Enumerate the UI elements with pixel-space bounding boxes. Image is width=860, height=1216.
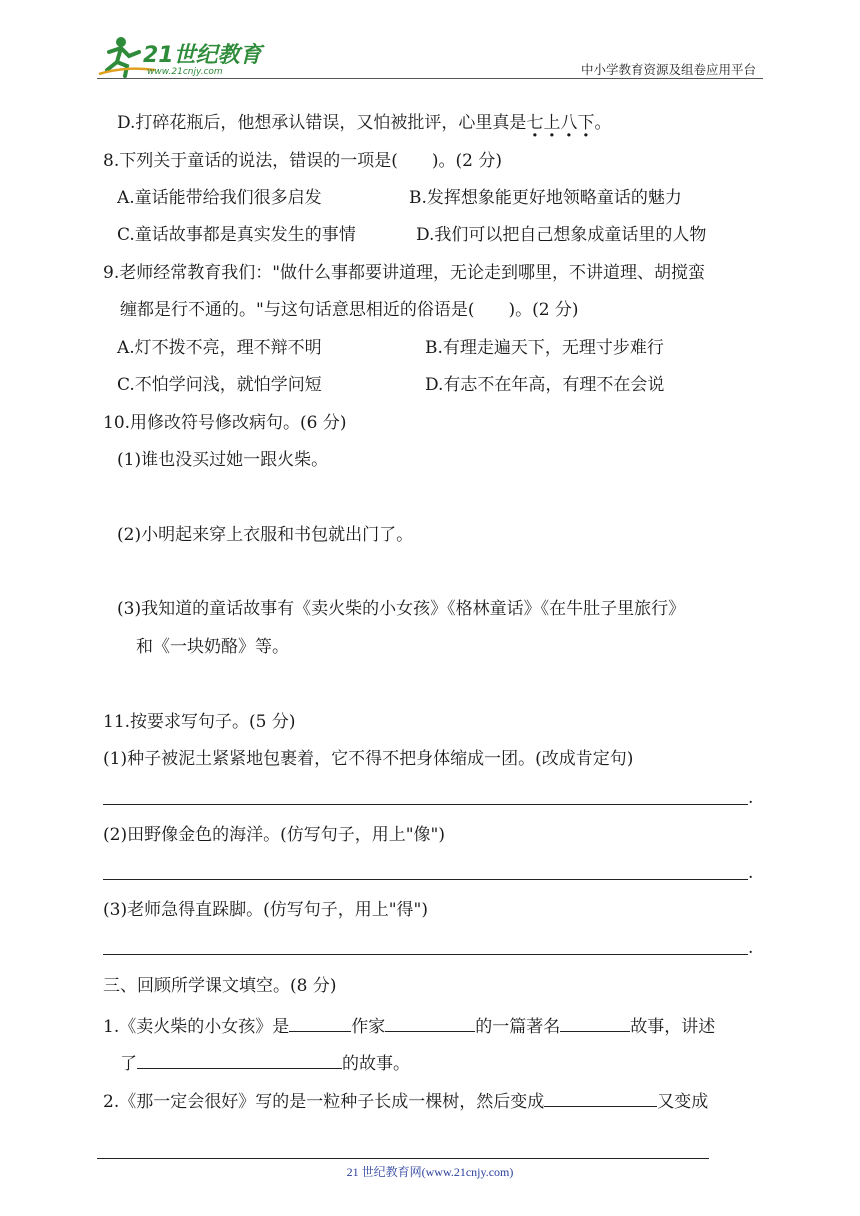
site-logo [95,30,265,82]
q10-sentence-3-line1: (3)我知道的童话故事有《卖火柴的小女孩》《格林童话》《在牛肚子里旅行》 [117,599,686,619]
fill-blank[interactable] [385,1013,475,1032]
fill-in-2-line1 [103,1088,708,1113]
section-3-heading: 三、回顾所学课文填空。(8 分) [103,976,337,996]
fill-blank[interactable] [560,1013,630,1032]
dotted-char: 七 [526,113,544,133]
fill-text: 了 [120,1054,137,1074]
q7-option-d [117,112,611,134]
q10-sentence-1: (1)谁也没买过她一跟火柴。 [117,450,329,470]
svg-text:21世纪教育: 21世纪教育 [143,43,262,68]
fill-text: 2.《那一定会很好》写的是一粒种子长成一棵树，然后变成 [103,1092,545,1112]
answer-line [103,954,748,955]
q9-option-b: B.有理走遍天下，无理寸步难行 [425,338,664,358]
runner-logo-icon [95,30,265,82]
fill-text: 故事，讲述 [630,1017,716,1037]
q7d-end: 。 [594,113,612,133]
fill-blank[interactable] [137,1050,342,1069]
dotted-char: 上 [543,113,561,133]
footer-source: 21 世纪教育网(www.21cnjy.com) [346,1165,514,1179]
svg-text:www.21cnjy.com: www.21cnjy.com [147,67,223,77]
q9-option-d: D.有志不在年高，有理不在会说 [425,375,665,395]
q11-stem: 11.按要求写句子。(5 分) [103,712,296,732]
q11-item-2: (2)田野像金色的海洋。(仿写句子，用上"像") [103,825,445,845]
answer-line [103,804,748,805]
q11-item-1: (1)种子被泥土紧紧地包裹着，它不得不把身体缩成一团。(改成肯定句) [103,749,634,769]
line-end-period: . [748,788,754,808]
fill-text: 的故事。 [342,1054,410,1074]
fill-in-1-line1 [103,1013,715,1038]
q8-option-a: A.童话能带给我们很多启发 [117,188,322,208]
line-end-period: . [748,863,754,883]
q9-stem-line1: 9.老师经常教育我们："做什么事都要讲道理，无论走到哪里，不讲道理、胡搅蛮 [103,263,706,283]
fill-text: 的一篇著名 [475,1017,561,1037]
q8-option-d: D.我们可以把自己想象成童话里的人物 [416,225,707,245]
q8-option-c: C.童话故事都是真实发生的事情 [117,225,356,245]
fill-text: 作家 [351,1017,386,1037]
line-end-period: . [748,938,754,958]
fill-text: 又变成 [657,1092,709,1112]
fill-blank[interactable] [289,1013,351,1032]
q10-sentence-2: (2)小明起来穿上衣服和书包就出门了。 [117,525,414,545]
q10-sentence-3-line2: 和《一块奶酪》等。 [136,637,289,657]
q8-option-b: B.发挥想象能更好地领略童话的魅力 [409,188,682,208]
q7d-text: D.打碎花瓶后，他想承认错误，又怕被批评，心里真是 [117,113,527,133]
fill-blank[interactable] [544,1088,657,1107]
q9-option-c: C.不怕学问浅，就怕学问短 [117,375,322,395]
footer-divider [97,1158,709,1159]
q8-stem: 8.下列关于童话的说法，错误的一项是( )。(2 分) [103,151,502,171]
q10-stem: 10.用修改符号修改病句。(6 分) [103,413,347,433]
q9-stem-line2: 缠都是行不通的。"与这句话意思相近的俗语是( )。(2 分) [120,300,579,320]
answer-line [103,879,748,880]
dotted-char: 下 [577,113,595,133]
platform-tagline: 中小学教育资源及组卷应用平台 [580,62,756,77]
header-divider [97,78,763,79]
fill-text: 1.《卖火柴的小女孩》是 [103,1017,290,1037]
fill-in-1-line2 [120,1050,410,1075]
dotted-char: 八 [560,113,578,133]
q9-option-a: A.灯不拨不亮，理不辩不明 [117,338,322,358]
q11-item-3: (3)老师急得直跺脚。(仿写句子，用上"得") [103,900,428,920]
